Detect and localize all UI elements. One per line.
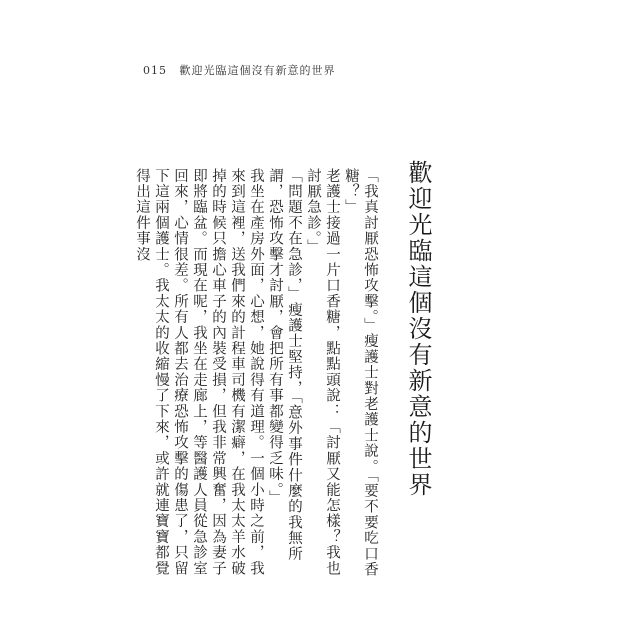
chapter-title: 歡迎光臨這個沒有新意的世界 [404,160,432,498]
paragraph: 老護士接過一片口香糖，點點頭說：「討厭又能怎樣？我也討厭急診。」 [305,168,340,577]
running-title: 歡迎光臨這個沒有新意的世界 [179,64,336,77]
paragraph: 「我真討厭恐怖攻擊。」瘦護士對老護士說。「要不要吃口香糖？」 [343,168,378,578]
paragraph: 「問題不在急診，」瘦護士堅持，「意外事件什麼的我無所謂，恐怖攻擊才討厭，會把所有事都變得乏味。」 [267,168,302,562]
page-number: 015 [143,64,167,77]
running-header [143,62,336,78]
body-text [134,168,379,588]
paragraph: 我坐在產房外面，心想，她說得有道理。一個小時之前，我來到這裡，送我們來的計程車司機有潔癖，在我太太羊水破掉的時候只擔心車子的內裝受損，但我非常興奮，因為妻子即將臨盆。而現在呢，我坐在走廊上，等醫護人員從急診室回來，心情很差。所有人都去治療恐怖攻擊的傷患了，只留下這兩個護士。我太太的收縮慢了下來，或許就連寶寶都覺得出這件事沒 [134,168,264,577]
